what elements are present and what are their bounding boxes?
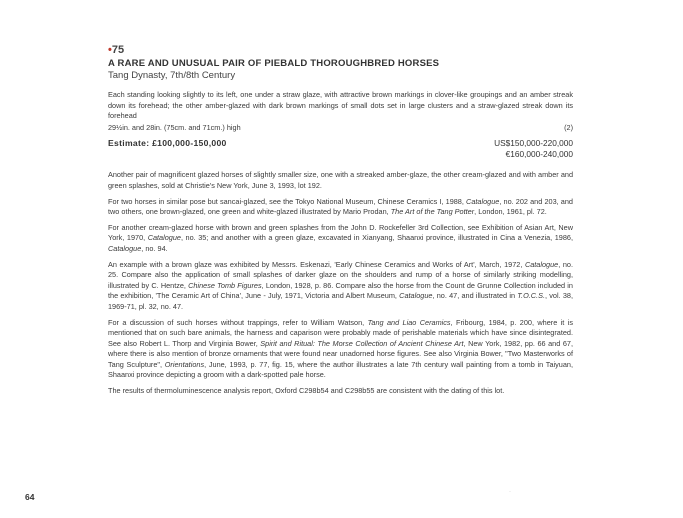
paragraph-text: , June, 1993, p. 77, fig. 15, where the author illustrates a late 7th century wall painting from a tomb in Taiyuan, Shaanxi province depicting a groom with a dark-spotted pale horse. bbox=[108, 359, 573, 380]
estimate-alternates bbox=[494, 138, 573, 160]
italic-title: Tang and Liao Ceramics bbox=[367, 317, 451, 327]
essay-paragraph bbox=[108, 260, 573, 313]
paragraph-text: , vol. 38, 1969-71, pl. 32, no. 47. bbox=[108, 291, 573, 311]
italic-title: Catalogue bbox=[147, 233, 181, 243]
lot-essay bbox=[108, 170, 573, 396]
paragraph-text: , London, 1961, pl. 72. bbox=[474, 207, 547, 217]
essay-paragraph bbox=[108, 318, 573, 382]
paragraph-text: For a discussion of such horses without trappings, refer to William Watson, bbox=[108, 317, 368, 327]
paragraph-text: For two horses in similar pose but sancai-glazed, see the Tokyo National Museum, Chinese Ceramics I, 1988, bbox=[108, 196, 467, 206]
paragraph-text: , no. 94. bbox=[141, 243, 168, 253]
paragraph-text: An example with a brown glaze was exhibited by Messrs. Eskenazi, 'Early Chinese Ceramics and Works of Art', March, 1972, bbox=[108, 259, 525, 269]
italic-title: Catalogue bbox=[399, 291, 433, 301]
lot-title: A RARE AND UNUSUAL PAIR OF PIEBALD THOROUGHBRED HORSES bbox=[108, 58, 440, 69]
paragraph-text: , London, 1928, p. 86. Compare also the horse from the Count de Grunne Collection included in the exhibition, 'The Ceramic Art of China', June - July, 1971, Victoria and Albert Museum, bbox=[108, 280, 573, 301]
paragraph-text: , no. 202 and 203, and two others, one brown-glazed, one green and white-glazed illustrated by Mario Prodan, bbox=[108, 196, 573, 217]
paragraph-text: For another cream-glazed horse with brown and green splashes from the John D. Rockefeller 3rd Collection, see Exhibition of Asian Art, New York, 1970, bbox=[108, 222, 573, 243]
italic-title: T.O.C.S. bbox=[517, 291, 545, 301]
essay-paragraph bbox=[108, 223, 573, 255]
lot-entry bbox=[108, 44, 573, 402]
essay-paragraph bbox=[108, 170, 573, 191]
italic-title: Orientations bbox=[164, 359, 205, 369]
paragraph-text: , no. 47, and illustrated in bbox=[432, 291, 518, 301]
italic-title: Catalogue bbox=[466, 196, 500, 206]
page-number: 64 bbox=[25, 492, 35, 502]
lot-subtitle: Tang Dynasty, 7th/8th Century bbox=[108, 70, 236, 81]
estimate-eur: €160,000-240,000 bbox=[505, 149, 573, 160]
italic-title: Spirit and Ritual: The Morse Collection of Ancient Chinese Art bbox=[260, 338, 464, 348]
paragraph-text: , no. 25. Compare also the application of small splashes of darker glaze on the shoulders and rump of a horse of similarly striking modelling, illustrated by C. Hentze, bbox=[108, 259, 573, 290]
estimate-usd: US$150,000-220,000 bbox=[494, 138, 573, 149]
dimensions-row bbox=[108, 123, 573, 134]
essay-paragraph bbox=[108, 386, 573, 397]
paragraph-text: , Fribourg, 1984, p. 200, where it is mentioned that on such bare animals, the harness and caparison were probably made of perishable materials which have since disintegrated. See also Robert L. Thorp and Virginia Bower, bbox=[108, 317, 573, 348]
lot-number-value: 75 bbox=[111, 44, 125, 56]
estimate-row bbox=[108, 138, 573, 160]
paragraph-text: , New York, 1982, pp. 66 and 67, where there is also mention of bronze ornaments that were found near unadorned horse figures. See also Virginia Bower, "Two Masterworks of Tang Sculpture", bbox=[108, 338, 573, 369]
italic-title: Chinese Tomb Figures bbox=[188, 280, 262, 290]
paragraph-text: The results of thermoluminescence analysis report, Oxford C298b54 and C298b55 are consistent with the dating of this lot. bbox=[108, 386, 505, 396]
paragraph-text: , no. 35; and another with a green glaze, excavated in Xianyang, Shaanxi province, illustrated in Cina a Venezia, 1986, bbox=[180, 233, 573, 243]
lot-description: Each standing looking slightly to its left, one under a straw glaze, with attractive brown markings in clover-like groupings and an amber streak down its forehead; the other amber-glazed with dark brown markings of small dots set in large clusters and a straw-glazed streak down its forehead bbox=[108, 90, 573, 121]
lot-number bbox=[108, 44, 573, 57]
italic-title: Catalogue bbox=[524, 259, 559, 269]
italic-title: Catalogue bbox=[108, 243, 142, 253]
lot-quantity: (2) bbox=[564, 122, 573, 132]
lot-marker: • bbox=[108, 44, 112, 56]
essay-paragraph bbox=[108, 197, 573, 218]
page-mark: · bbox=[509, 489, 511, 495]
estimate-gbp: Estimate: £100,000-150,000 bbox=[108, 138, 227, 149]
lot-dimensions: 29½in. and 28in. (75cm. and 71cm.) high bbox=[108, 122, 241, 132]
paragraph-text: Another pair of magnificent glazed horses of slightly smaller size, one with a streaked amber-glaze, the other cream-glazed and with amber and green splashes, sold at Christie's New York, June 3, 1993, lot 192. bbox=[108, 170, 573, 190]
italic-title: The Art of the Tang Potter bbox=[390, 207, 475, 217]
